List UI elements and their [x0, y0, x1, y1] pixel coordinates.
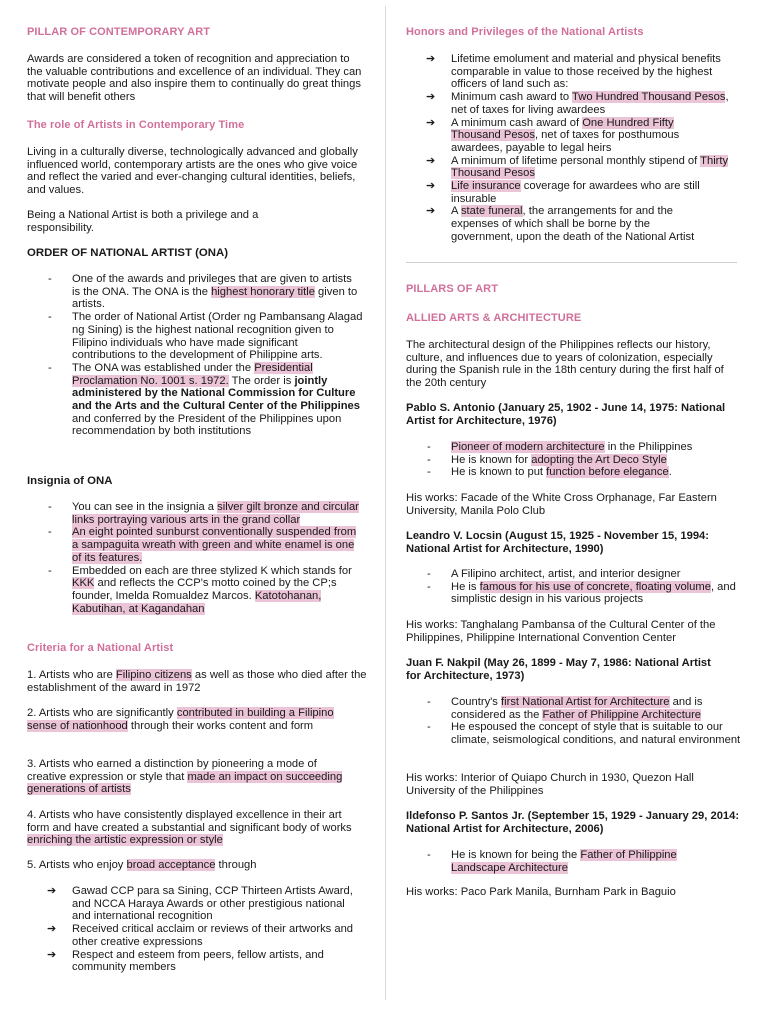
antonio-list	[406, 441, 741, 479]
acceptance-list	[27, 885, 360, 974]
criterion-2: 2. Artists who are significantly contributed in building a Filipino sense of nationhood through their works content and form	[27, 707, 334, 732]
criterion-5: 5. Artists who enjoy broad acceptance through	[27, 859, 257, 871]
awards-paragraph: Awards are considered a token of recognition and appreciation to the valuable contributions and excellence of an individual. They can motivate people and also inspire them to continually do great things that will benefit others	[27, 53, 362, 104]
list-item: ➔ Received critical acclaim or reviews of their artworks and other creative expressions	[27, 923, 360, 948]
list-item: - The order of National Artist (Order ng Pambansang Alagad ng Sining) is the highest national recognition given to Filipino individuals who have made significant contributions to the development of Philippine arts.	[27, 311, 367, 362]
criterion-1: 1. Artists who are Filipino citizens as well as those who died after the establishment of the award in 1972	[27, 669, 367, 694]
antonio-works: His works: Facade of the White Cross Orphanage, Far Eastern University, Manila Polo Club	[406, 492, 717, 517]
list-item: - An eight pointed sunburst conventionally suspended from a sampaguita wreath with green and white enamel is one of its features.	[27, 526, 360, 564]
antonio-heading: Pablo S. Antonio (January 25, 1902 - June 14, 1975: National Artist for Architecture, 1976)	[406, 402, 726, 427]
pillars-heading: PILLARS OF ART	[406, 283, 499, 295]
list-item: - One of the awards and privileges that are given to artists is the ONA. The ONA is the highest honorary title given to artists.	[27, 273, 367, 311]
section-divider	[406, 262, 737, 263]
criterion-3: 3. Artists who earned a distinction by pioneering a mode of creative expression or style that made an impact on succeeding generations of artists	[27, 758, 343, 796]
architecture-paragraph: The architectural design of the Philippines reflects our history, culture, and influences due to years of colonization, especially during the Spanish rule in the 18th century during the first half of the 20th century	[406, 339, 724, 390]
list-item: - Embedded on each are three stylized K which stands for KKK and reflects the CCP's motto coined by the CP;s founder, Imelda Romualdez Marcos. Katotohanan, Kabutihan, at Kagandahan	[27, 565, 360, 616]
list-item: ➔ A minimum cash award of One Hundred Fifty Thousand Pesos, net of taxes for posthumous awardees, payable to legal heirs	[406, 117, 736, 155]
list-item: ➔ Respect and esteem from peers, fellow artists, and community members	[27, 949, 360, 974]
list-item: - He espoused the concept of style that is suitable to our climate, seismological conditions, and natural environment	[406, 721, 741, 746]
role-paragraph: Living in a culturally diverse, technologically advanced and globally influenced world, contemporary artists are the ones who give voice and reflect the varied and ever-changing cultural identities, beliefs, and values.	[27, 146, 358, 197]
list-item: - A Filipino architect, artist, and interior designer	[406, 568, 751, 581]
locsin-list	[406, 568, 751, 606]
list-item: ➔ A state funeral, the arrangements for and the expenses of which shall be borne by the government, upon the death of the National Artist	[406, 205, 736, 243]
allied-heading: ALLIED ARTS & ARCHITECTURE	[406, 312, 582, 324]
criteria-heading: Criteria for a National Artist	[27, 642, 174, 654]
list-item: ➔ Gawad CCP para sa Sining, CCP Thirteen Artists Award, and NCCA Haraya Awards or other prestigious national and international recognition	[27, 885, 360, 923]
list-item: ➔ Minimum cash award to Two Hundred Thousand Pesos, net of taxes for living awardees	[406, 91, 736, 116]
honors-list	[406, 53, 736, 244]
nakpil-list	[406, 696, 741, 747]
privilege-paragraph: Being a National Artist is both a privilege and a responsibility.	[27, 209, 259, 234]
list-item: - The ONA was established under the Presidential Proclamation No. 1001 s. 1972. The order is jointly administered by the National Commission for Culture and the Arts and the Cultural Center of the Philippines and conferred by the President of the Philippines upon recommendation by both institutions	[27, 362, 367, 438]
santos-works: His works: Paco Park Manila, Burnham Park in Baguio	[406, 886, 676, 898]
list-item: - He is known to put function before elegance.	[406, 466, 741, 479]
list-item: ➔ Lifetime emolument and material and physical benefits comparable in value to those received by the highest officers of land such as:	[406, 53, 736, 91]
criterion-4: 4. Artists who have consistently displayed excellence in their art form and have created a substantial and significant body of works enriching the artistic expression or style	[27, 809, 352, 847]
locsin-heading: Leandro V. Locsin (August 15, 1925 - November 15, 1994: National Artist for Architecture, 1990)	[406, 530, 710, 555]
insignia-heading: Insignia of ONA	[27, 475, 113, 487]
honors-heading: Honors and Privileges of the National Artists	[406, 26, 644, 38]
santos-list	[406, 849, 741, 874]
list-item: - You can see in the insignia a silver gilt bronze and circular links portraying various arts in the grand collar	[27, 501, 360, 526]
list-item: - Country's first National Artist for Architecture and is considered as the Father of Philippine Architecture	[406, 696, 741, 721]
nakpil-heading: Juan F. Nakpil (May 26, 1899 - May 7, 1986: National Artist for Architecture, 1973)	[406, 657, 711, 682]
ona-list	[27, 273, 367, 438]
nakpil-works: His works: Interior of Quiapo Church in 1930, Quezon Hall University of the Philippines	[406, 772, 694, 797]
list-item: - He is known for adopting the Art Deco Style	[406, 454, 741, 467]
santos-heading: Ildefonso P. Santos Jr. (September 15, 1929 - January 29, 2014: National Artist for Architecture, 2006)	[406, 810, 740, 835]
ona-heading: ORDER OF NATIONAL ARTIST (ONA)	[27, 247, 229, 259]
list-item: - He is famous for his use of concrete, floating volume, and simplistic design in his various projects	[406, 581, 751, 606]
list-item: ➔ A minimum of lifetime personal monthly stipend of Thirty Thousand Pesos	[406, 155, 736, 180]
list-item: - Pioneer of modern architecture in the Philippines	[406, 441, 741, 454]
list-item: ➔ Life insurance coverage for awardees who are still insurable	[406, 180, 736, 205]
pillar-heading: PILLAR OF CONTEMPORARY ART	[27, 26, 211, 38]
locsin-works: His works: Tanghalang Pambansa of the Cultural Center of the Philippines, Philippine International Convention Center	[406, 619, 716, 644]
column-divider	[385, 6, 386, 1000]
role-heading: The role of Artists in Contemporary Time	[27, 119, 245, 131]
list-item: - He is known for being the Father of Philippine Landscape Architecture	[406, 849, 741, 874]
insignia-list	[27, 501, 360, 615]
